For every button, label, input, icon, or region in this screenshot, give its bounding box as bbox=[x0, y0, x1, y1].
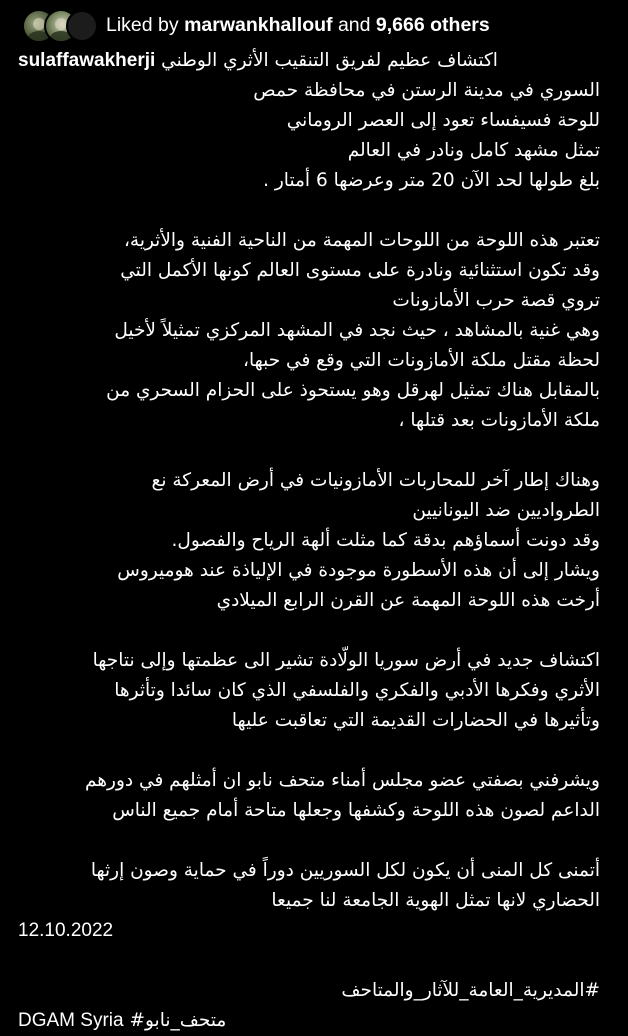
caption-line: الطرواديين ضد اليونانيين bbox=[412, 500, 600, 521]
caption-line: وهناك إطار آخر للمحاربات الأمازونيات في أرض المعركة نع bbox=[151, 470, 600, 491]
caption-line: ويشار إلى أن هذه الأسطورة موجودة في الإلياذة عند هوميروس bbox=[117, 560, 600, 581]
caption-spacer bbox=[18, 736, 600, 766]
caption-line: الحضاري لانها تمثل الهوية الجامعة لنا جميعا bbox=[271, 890, 600, 911]
caption-line: وهي غنية بالمشاهد ، حيث نجد في المشهد المركزي تمثيلاً لأخيل bbox=[114, 320, 600, 341]
liked-by-others-link[interactable]: 9,666 others bbox=[375, 13, 490, 36]
dgam-text: DGAM Syria bbox=[18, 1010, 124, 1031]
liked-by-text bbox=[106, 14, 490, 37]
caption-line: الداعم لصون هذه اللوحة وكشفها وجعلها متاحة أمام جميع الناس bbox=[112, 800, 600, 821]
caption-spacer bbox=[18, 616, 600, 646]
likes-summary[interactable] bbox=[22, 8, 622, 42]
liked-by-and: and bbox=[337, 13, 371, 36]
caption-hashtag-link[interactable] bbox=[18, 976, 600, 1006]
caption-line: اكتشاف جديد في أرض سوريا الولّادة تشير الى عظمتها وإلى نتاجها bbox=[92, 650, 600, 671]
caption-line: تروي قصة حرب الأمازونات bbox=[392, 290, 600, 311]
caption-line: ملكة الأمازونات بعد قتلها ، bbox=[398, 410, 600, 431]
caption-line: ويشرفني بصفتي عضو مجلس أمناء متحف نابو ان أمثلهم في دورهم bbox=[84, 770, 600, 791]
caption-line: أرخت هذه اللوحة المهمة عن القرن الرابع الميلادي bbox=[216, 590, 600, 611]
caption-line: السوري في مدينة الرستن في محافظة حمص bbox=[253, 80, 600, 101]
caption-line: أتمنى كل المنى أن يكون لكل السوريين دوراً في حماية وصون إرثها bbox=[90, 860, 600, 881]
caption-first-line bbox=[18, 46, 600, 76]
caption-line: تمثل مشهد كامل ونادر في العالم bbox=[347, 140, 600, 161]
post-caption bbox=[18, 46, 600, 1036]
caption-line: وقد دونت أسماؤهم بدقة كما مثلت ألهة الرياح والفصول. bbox=[171, 530, 600, 551]
avatar bbox=[66, 10, 98, 42]
caption-text: اكتشاف عظيم لفريق التنقيب الأثري الوطني bbox=[161, 50, 498, 71]
liked-by-prefix: Liked by bbox=[106, 13, 179, 36]
post-username-link[interactable]: sulaffawakherji bbox=[18, 50, 156, 71]
caption-line: تعتبر هذه اللوحة من اللوحات المهمة من الناحية الفنية والأثرية، bbox=[123, 230, 600, 251]
caption-body bbox=[18, 76, 600, 916]
liked-by-user-link[interactable]: marwankhallouf bbox=[184, 13, 333, 36]
caption-line: لحظة مقتل ملكة الأمازونات التي وقع في حبها، bbox=[243, 350, 600, 371]
caption-line: للوحة فسيفساء تعود إلى العصر الروماني bbox=[286, 110, 600, 131]
caption-spacer bbox=[18, 196, 600, 226]
caption-spacer bbox=[18, 826, 600, 856]
caption-last-line bbox=[18, 1006, 600, 1036]
caption-line: وقد تكون استثنائية ونادرة على مستوى العالم كونها الأكمل التي bbox=[120, 260, 600, 281]
caption-line: وتأثيرها في الحضارات القديمة التي تعاقبت عليها bbox=[231, 710, 600, 731]
caption-spacer bbox=[18, 946, 600, 976]
post-date: 12.10.2022 bbox=[18, 920, 114, 941]
caption-line: بلغ طولها لحد الآن 20 متر وعرضها 6 أمتار . bbox=[263, 170, 600, 191]
caption-spacer bbox=[18, 436, 600, 466]
caption-line: بالمقابل هناك تمثيل لهرقل وهو يستحوذ على الحزام السحري من bbox=[106, 380, 600, 401]
hashtag-text[interactable]: #المديرية_العامة_للآثار_والمتاحف bbox=[341, 980, 600, 1001]
liker-avatars[interactable] bbox=[22, 8, 104, 42]
hashtag-nabu-link[interactable]: #متحف_نابو bbox=[129, 1010, 227, 1031]
caption-line: الأثري وفكرها الأدبي والفكري والفلسفي الذي كان سائدا وتأثرها bbox=[114, 680, 600, 701]
